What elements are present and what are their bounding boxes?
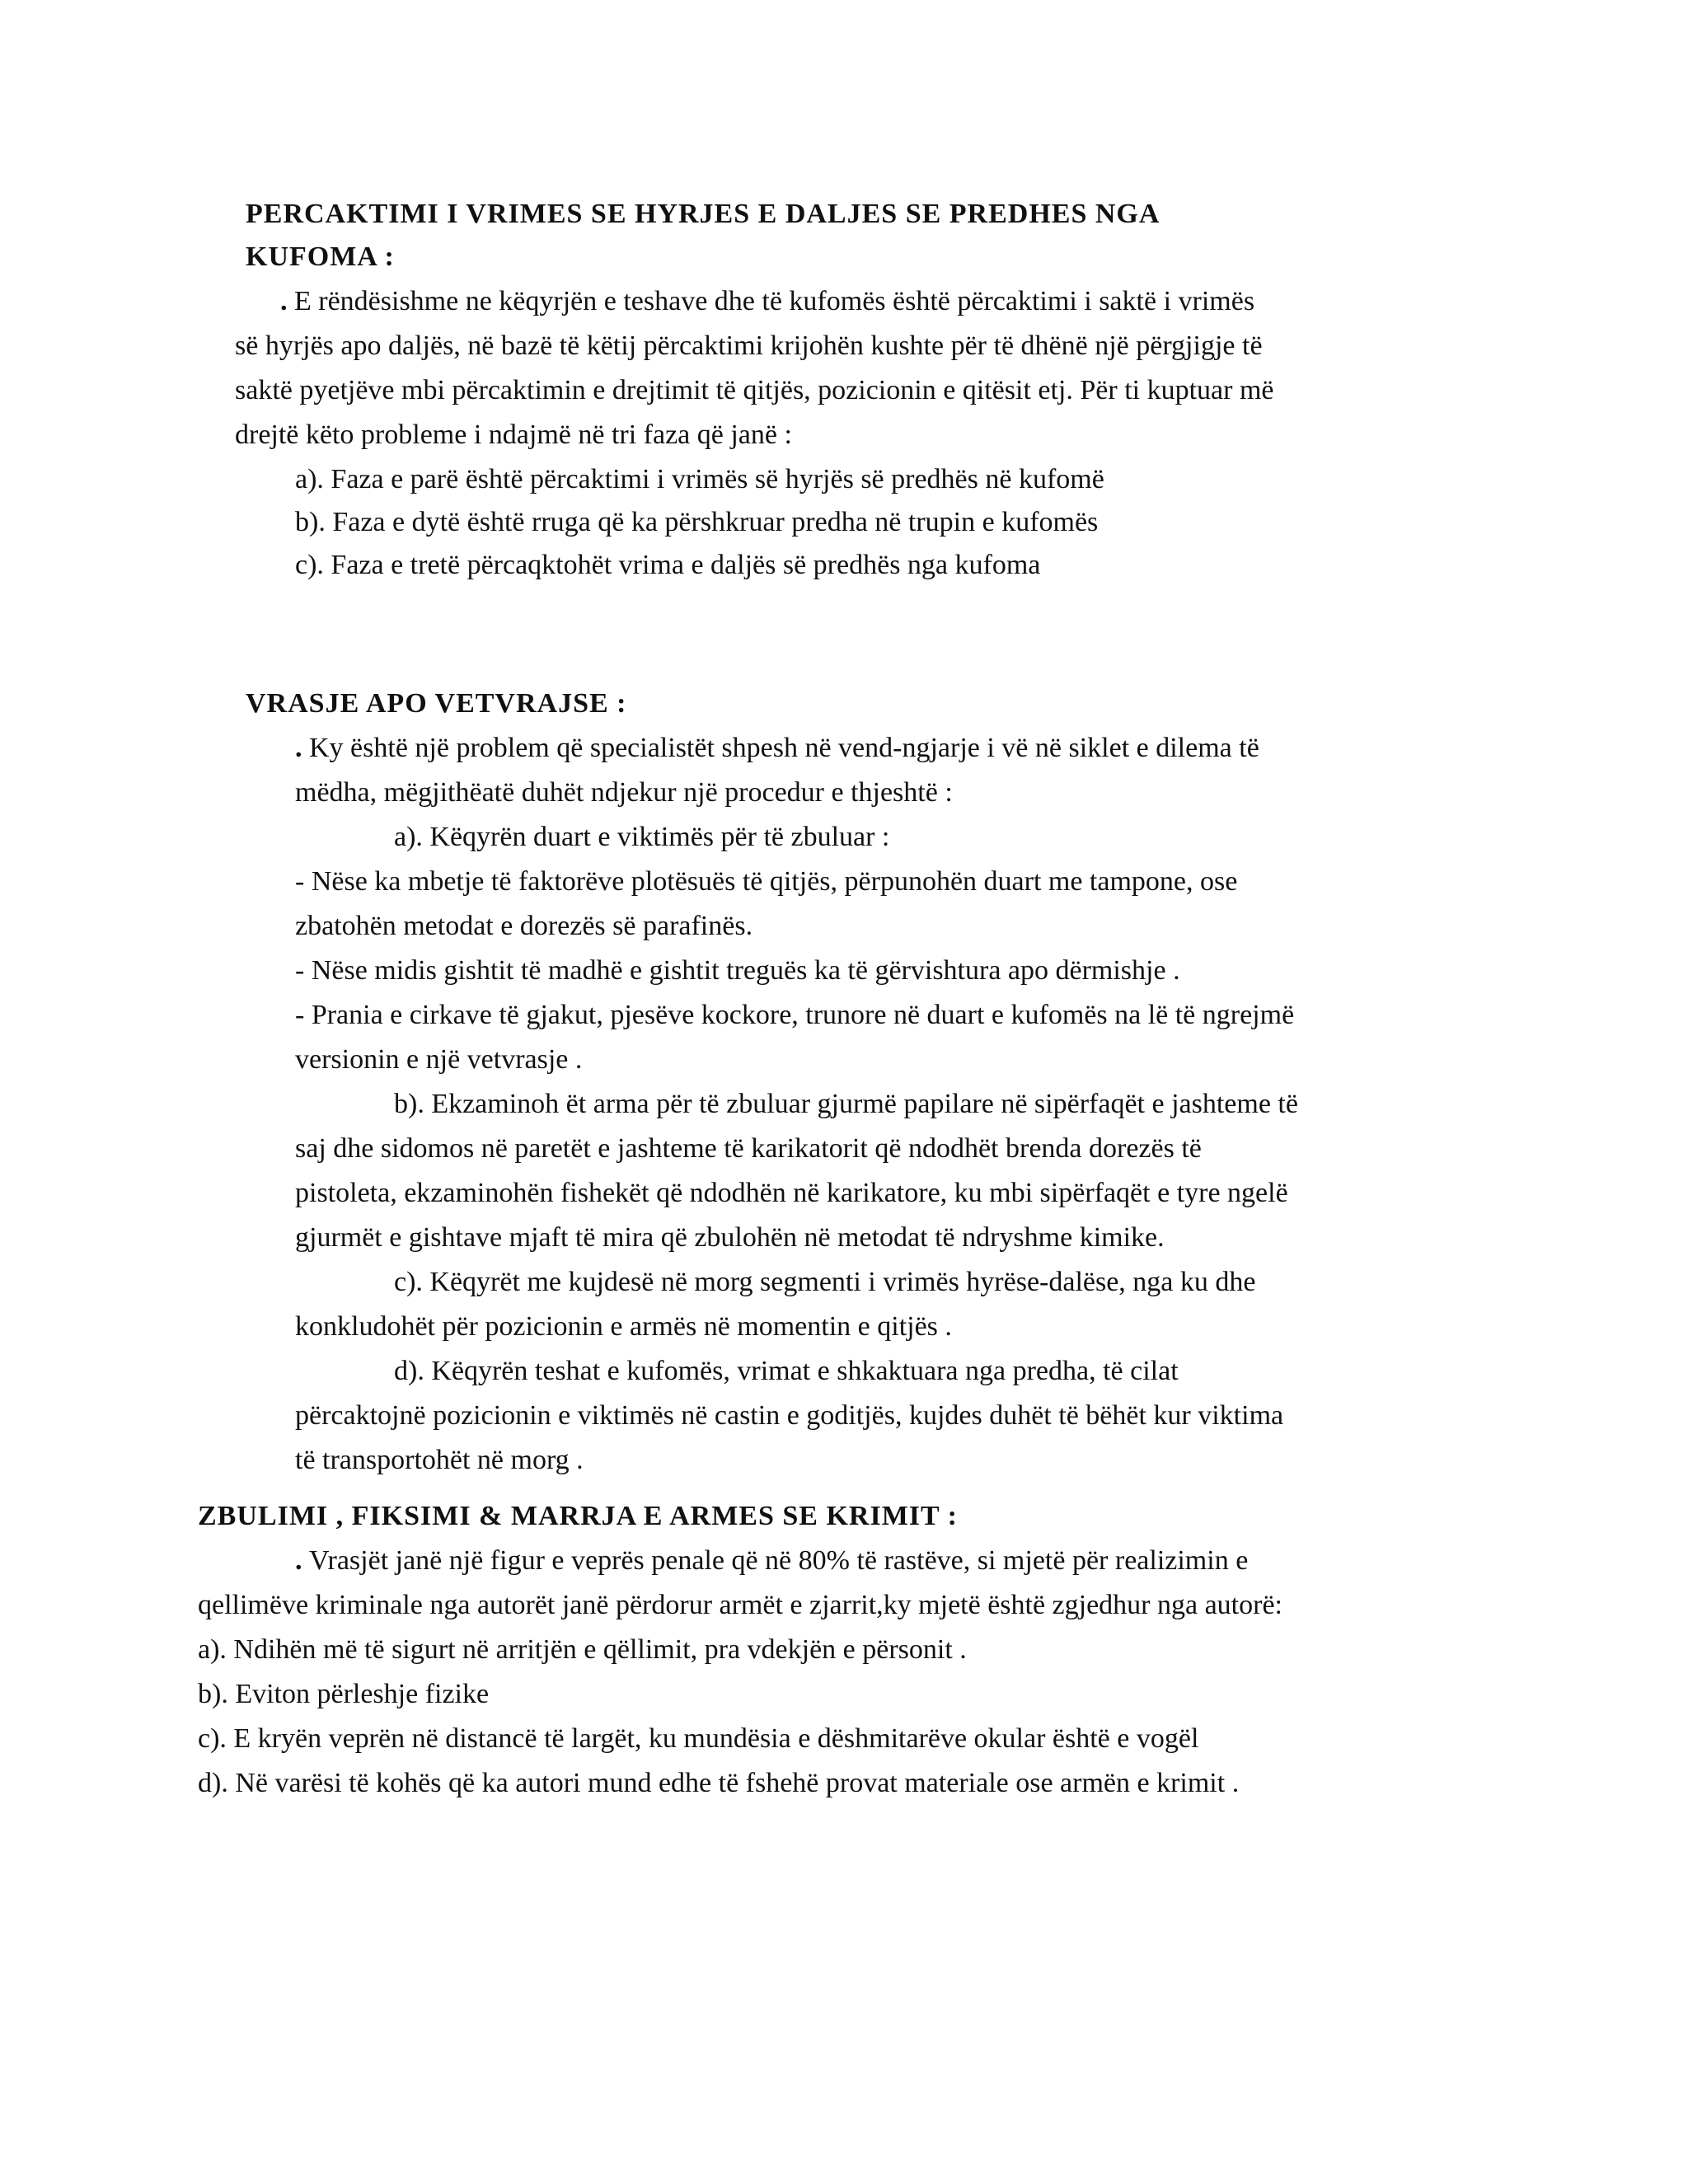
section2-line10: saj dhe sidomos në paretët e jashteme të karikatorit që ndodhët brenda dorezës të: [295, 1133, 1202, 1164]
section1-lead: .: [280, 286, 294, 316]
section2-line16: përcaktojnë pozicionin e viktimës në castin e goditjës, kujdes duhët të bëhët kur viktima: [295, 1400, 1284, 1431]
section3-text1: Vrasjët janë një figur e veprës penale që në 80% të rastëve, si mjetë për realizimin e: [309, 1545, 1249, 1576]
section3-line2: qellimëve kriminale nga autorët janë përdorur armët e zjarrit,ky mjetë është zgjedhur nga autorë:: [198, 1590, 1282, 1620]
section3-line3: a). Ndihën më të sigurt në arritjën e qëllimit, pra vdekjën e përsonit .: [198, 1634, 967, 1665]
section1-intro-line1: [280, 284, 1254, 320]
section2-text1: Ky është një problem që specialistët shpesh në vend-ngjarje i vë në siklet e dilema të: [309, 733, 1259, 763]
section1-intro-line4: drejtë këto probleme i ndajmë në tri faza që janë :: [235, 419, 792, 450]
section3-line5: c). E kryën veprën në distancë të largët, ku mundësia e dëshmitarëve okular është e vogël: [198, 1723, 1199, 1754]
section2-line12: gjurmët e gishtave mjaft të mira që zbulohën në metodat të ndryshme kimike.: [295, 1222, 1165, 1253]
section1-title-line1: PERCAKTIMI I VRIMES SE HYRJES E DALJES SE PREDHES NGA: [246, 199, 1160, 229]
section3-line4: b). Eviton përleshje fizike: [198, 1679, 490, 1709]
section2-line7: - Prania e cirkave të gjakut, pjesëve kockore, trunore në duart e kufomës na lë të ngrejmë: [295, 1000, 1295, 1030]
section2-line17: të transportohët në morg .: [295, 1445, 584, 1475]
section3-line1: [295, 1543, 1248, 1579]
section1-item-c: c). Faza e tretë përcaqktohët vrima e daljës së predhës nga kufoma: [295, 550, 1041, 580]
section2-line13: c). Këqyrët me kujdesë në morg segmenti i vrimës hyrëse-dalëse, nga ku dhe: [394, 1267, 1256, 1297]
section2-line5: zbatohën metodat e dorezës së parafinës.: [295, 911, 753, 941]
section2-line9: b). Ekzaminoh ët arma për të zbuluar gjurmë papilare në sipërfaqët e jashteme të: [394, 1089, 1298, 1119]
section2-lead: .: [295, 733, 309, 763]
section2-line1: [295, 730, 1259, 766]
section1-item-a: a). Faza e parë është përcaktimi i vrimës së hyrjës së predhës në kufomë: [295, 464, 1104, 494]
section1-intro-text1: E rëndësishme ne këqyrjën e teshave dhe të kufomës është përcaktimi i saktë i vrimës: [294, 286, 1255, 316]
section3-title: ZBULIMI , FIKSIMI & MARRJA E ARMES SE KRIMIT :: [198, 1501, 958, 1531]
section2-line8: versionin e një vetvrasje .: [295, 1044, 583, 1075]
section2-line11: pistoleta, ekzaminohën fishekët që ndodhën në karikatore, ku mbi sipërfaqët e tyre ngelë: [295, 1178, 1288, 1208]
section2-line2: mëdha, mëgjithëatë duhët ndjekur një procedur e thjeshtë :: [295, 777, 953, 808]
section1-intro-line3: saktë pyetjëve mbi përcaktimin e drejtimit të qitjës, pozicionin e qitësit etj. Për ti kuptuar më: [235, 375, 1274, 405]
section2-line6: - Nëse midis gishtit të madhë e gishtit treguës ka të gërvishtura apo dërmishje .: [295, 955, 1180, 986]
section3-lead: .: [295, 1545, 309, 1576]
section2-line14: konkludohët për pozicionin e armës në momentin e qitjës .: [295, 1311, 952, 1342]
section1-title-line2: KUFOMA :: [246, 241, 395, 272]
section2-line3: a). Këqyrën duart e viktimës për të zbuluar :: [394, 822, 890, 852]
section2-title: VRASJE APO VETVRAJSE :: [246, 688, 627, 719]
section3-line6: d). Në varësi të kohës që ka autori mund edhe të fshehë provat materiale ose armën e krimit .: [198, 1768, 1240, 1798]
section2-line4: - Nëse ka mbetje të faktorëve plotësuës të qitjës, përpunohën duart me tampone, ose: [295, 866, 1238, 897]
section2-line15: d). Këqyrën teshat e kufomës, vrimat e shkaktuara nga predha, të cilat: [394, 1356, 1179, 1386]
section1-intro-line2: së hyrjës apo daljës, në bazë të këtij përcaktimi krijohën kushte për të dhënë një përgjigje të: [235, 330, 1263, 361]
section1-item-b: b). Faza e dytë është rruga që ka përshkruar predha në trupin e kufomës: [295, 507, 1099, 537]
